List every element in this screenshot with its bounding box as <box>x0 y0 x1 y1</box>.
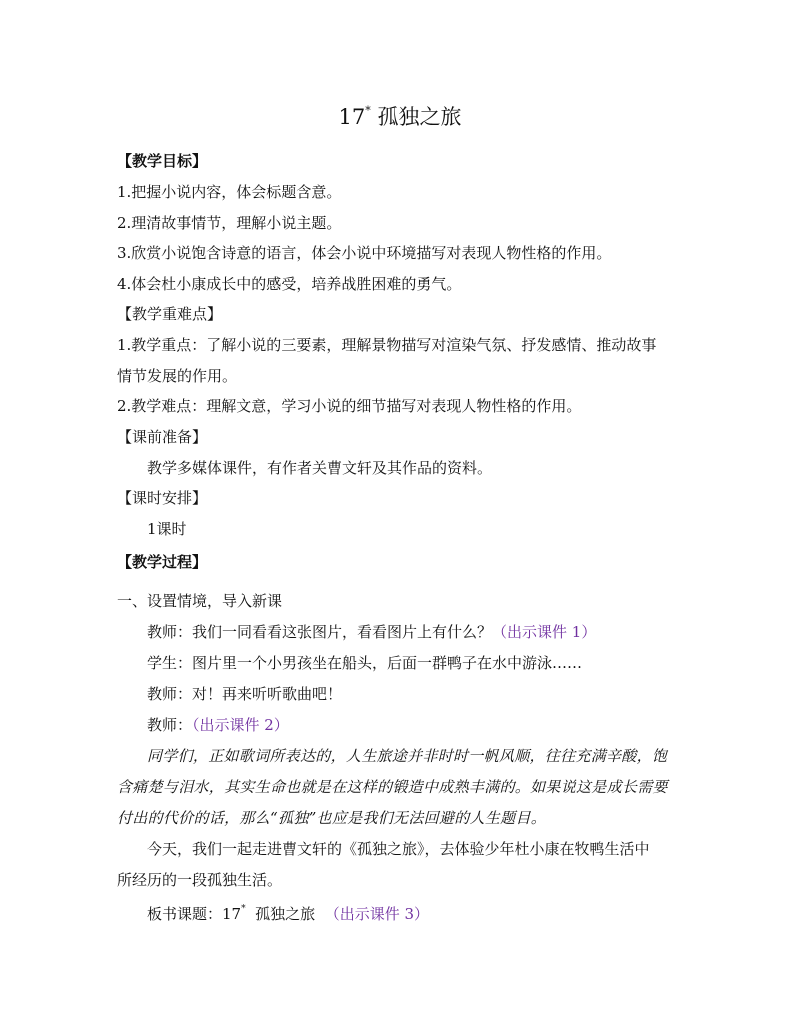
key-point-line: 1.教学重点：了解小说的三要素，理解景物描写对渲染气氛、抒发感情、推动故事 <box>117 336 657 354</box>
paragraph-line: 同学们，正如歌词所表达的，人生旅途并非时时一帆风顺，往往充满辛酸，饱 <box>147 747 668 765</box>
process-heading: 【教学过程】 <box>117 553 208 571</box>
prep-heading: 【课前准备】 <box>117 428 208 446</box>
goal-item: 2.理清故事情节，理解小说主题。 <box>117 214 342 232</box>
courseware-tag: （出示课件 1） <box>492 623 597 641</box>
goal-item: 1.把握小说内容，体会标题含意。 <box>117 183 342 201</box>
time-text: 1课时 <box>147 520 187 538</box>
step-heading: 一、设置情境，导入新课 <box>117 592 283 610</box>
title-text: 孤独之旅 <box>377 105 462 129</box>
page-title <box>0 98 800 132</box>
dialogue-line: 教师：（出示课件 2） <box>147 716 289 734</box>
courseware-tag: （出示课件 3） <box>324 905 430 923</box>
prep-text: 教学多媒体课件，有作者关曹文轩及其作品的资料。 <box>147 459 493 477</box>
dialogue-line: 教师：对！再来听听歌曲吧！ <box>147 685 343 703</box>
paragraph-line: 今天，我们一起走进曹文轩的《孤独之旅》，去体验少年杜小康在牧鸭生活中 <box>147 840 650 858</box>
title-star: * <box>365 104 371 117</box>
courseware-tag: （出示课件 2） <box>192 716 289 734</box>
goal-item: 3.欣赏小说饱含诗意的语言，体会小说中环境描写对表现人物性格的作用。 <box>117 244 612 262</box>
paragraph-line: 所经历的一段孤独生活。 <box>117 871 283 889</box>
time-heading: 【课时安排】 <box>117 489 208 507</box>
title-number: 17 <box>338 105 366 129</box>
key-point-line: 2.教学难点：理解文意，学习小说的细节描写对表现人物性格的作用。 <box>117 397 582 415</box>
goals-heading: 【教学目标】 <box>117 152 208 170</box>
dialogue-line: 教师：我们一同看看这张图片，看看图片上有什么？（出示课件 1） <box>147 623 597 641</box>
paragraph-line: 付出的代价的话，那么“孤独”也应是我们无法回避的人生题目。 <box>117 809 547 827</box>
key-point-line: 情节发展的作用。 <box>117 367 238 385</box>
goal-item: 4.体会杜小康成长中的感受，培养战胜困难的勇气。 <box>117 275 462 293</box>
dialogue-line: 学生：图片里一个小男孩坐在船头，后面一群鸭子在水中游泳…… <box>147 654 583 672</box>
paragraph-line: 含痛楚与泪水，其实生命也就是在这样的锻造中成熟丰满的。如果说这是成长需要 <box>117 778 668 796</box>
board-title-line: 板书课题：17* 孤独之旅 （出示课件 3） <box>147 904 430 923</box>
key-points-heading: 【教学重难点】 <box>117 305 223 323</box>
